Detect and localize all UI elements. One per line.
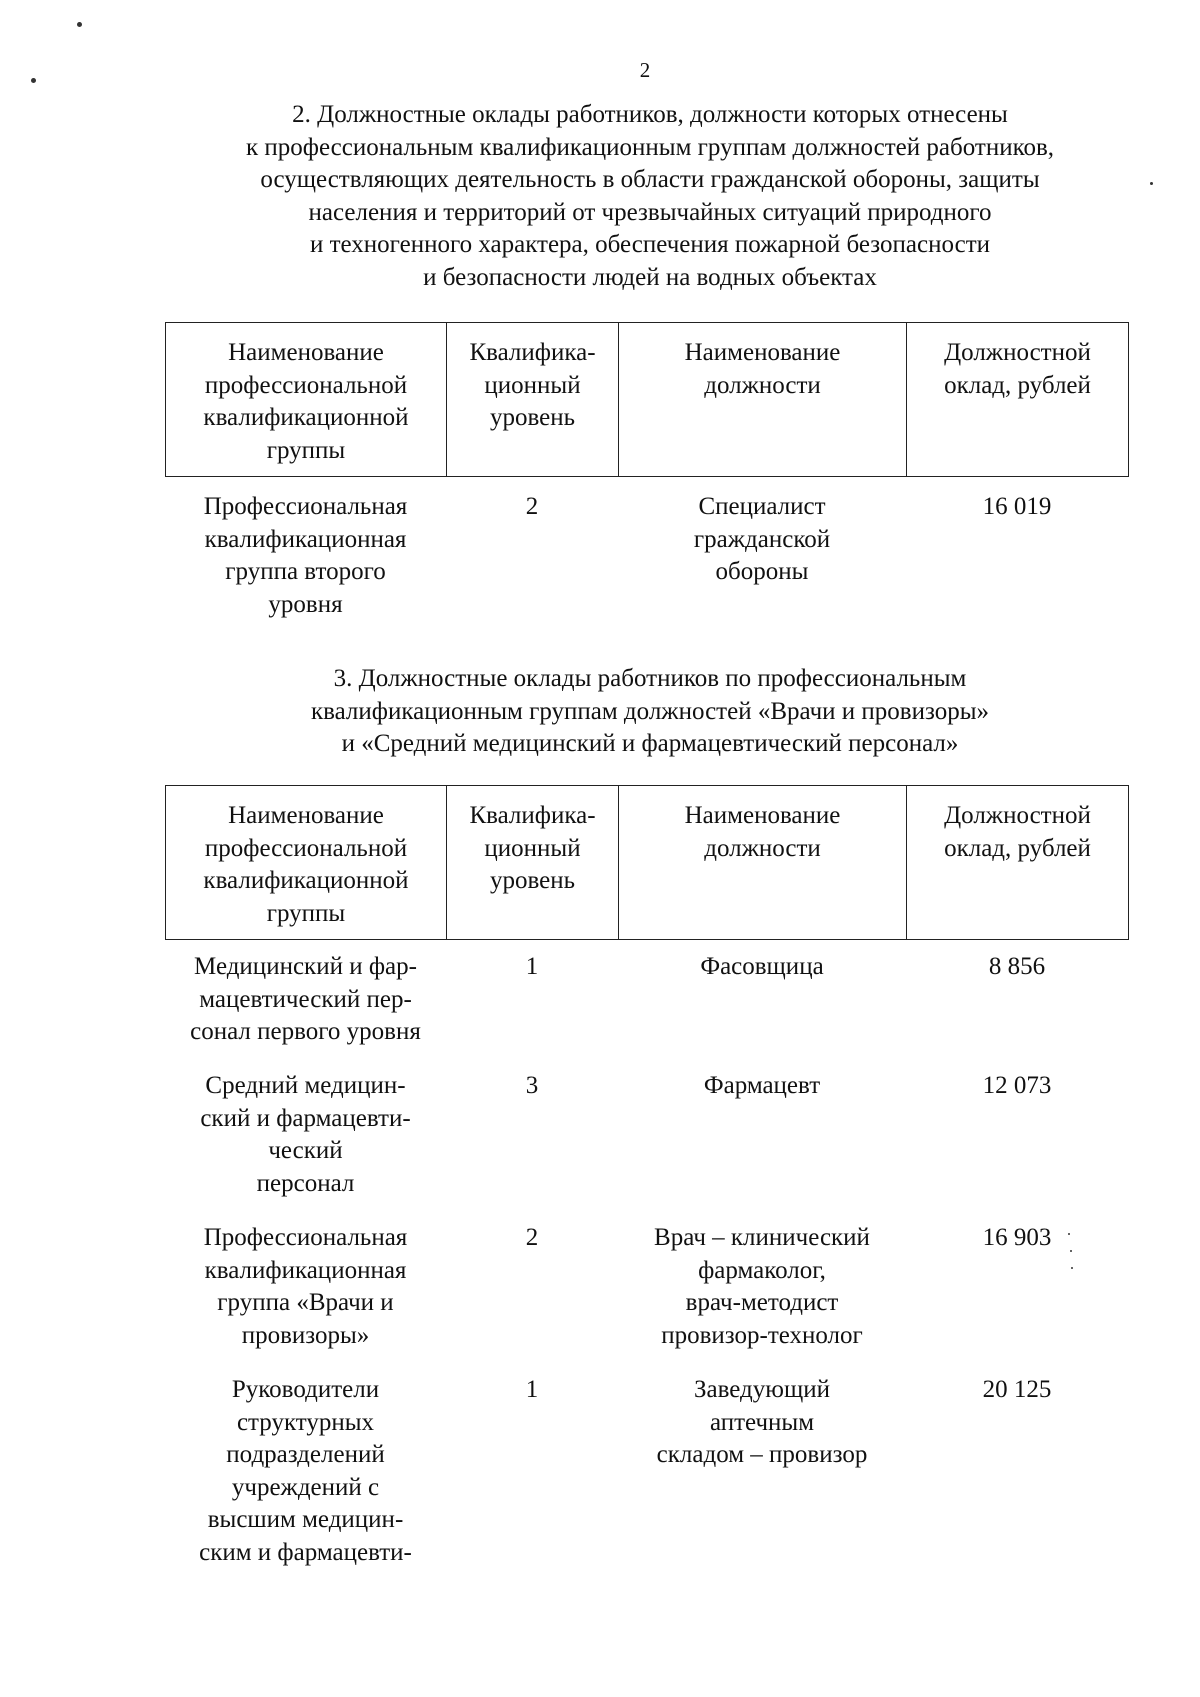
cell-line: аптечным bbox=[709, 1408, 815, 1436]
scan-speck bbox=[1150, 182, 1153, 185]
heading-line: и техногенного характера, обеспечения пожарной безопасности bbox=[309, 231, 991, 258]
table-row bbox=[165, 1222, 1128, 1352]
section-3-heading bbox=[150, 663, 1150, 761]
position-cell bbox=[618, 491, 906, 621]
heading-line: квалификационным группам должностей «Врачи и провизоры» bbox=[310, 697, 990, 725]
header-line: Квалифика- bbox=[469, 802, 596, 829]
cell-line: Врач – клинический bbox=[654, 1224, 870, 1251]
cell-line: структурных bbox=[236, 1408, 375, 1436]
header-line: профессиональной bbox=[204, 371, 408, 399]
position-cell bbox=[618, 951, 906, 1049]
heading-line: осуществляющих деятельность в области гражданской обороны, защиты bbox=[260, 166, 1040, 193]
table-header-row bbox=[166, 786, 1129, 940]
cell-line: сонал первого уровня bbox=[190, 1018, 421, 1045]
position-cell bbox=[618, 1222, 906, 1352]
cell-line: подразделений bbox=[226, 1441, 385, 1468]
group-cell bbox=[165, 1222, 446, 1352]
cell-line: учреждений с bbox=[231, 1473, 380, 1501]
header-line: группы bbox=[266, 899, 346, 927]
header-cell-position bbox=[619, 786, 907, 940]
cell-line: гражданской bbox=[693, 525, 831, 553]
position-cell bbox=[618, 1374, 906, 1569]
level-cell: 2 bbox=[525, 493, 539, 520]
cell-line: персонал bbox=[256, 1169, 355, 1197]
table-row bbox=[165, 1070, 1128, 1200]
header-line: ционный bbox=[484, 834, 581, 862]
level-cell: 3 bbox=[525, 1072, 539, 1099]
header-cell-level bbox=[447, 786, 619, 940]
table-row bbox=[165, 951, 1128, 1049]
header-cell-position bbox=[619, 323, 907, 477]
header-line: должности bbox=[704, 834, 821, 862]
heading-line: населения и территорий от чрезвычайных ситуаций природного bbox=[308, 198, 992, 226]
header-cell-group bbox=[166, 786, 447, 940]
level-cell: 1 bbox=[525, 1376, 539, 1403]
level-cell: 2 bbox=[525, 1224, 539, 1251]
cell-line: квалификационная bbox=[204, 1256, 407, 1284]
header-line: уровень bbox=[489, 404, 576, 431]
cell-line: уровня bbox=[268, 590, 343, 618]
header-line: профессиональной bbox=[204, 834, 408, 862]
header-cell-salary bbox=[907, 323, 1129, 477]
cell-line: высшим медицин- bbox=[207, 1506, 404, 1533]
cell-line: врач-методист bbox=[685, 1289, 839, 1316]
header-line: квалификационной bbox=[203, 404, 409, 431]
header-line: Должностной bbox=[944, 339, 1091, 366]
salary-cell: 16 903 bbox=[982, 1224, 1052, 1251]
heading-line: и «Средний медицинский и фармацевтический персонал» bbox=[341, 730, 959, 757]
cell-line: обороны bbox=[715, 558, 809, 585]
group-cell bbox=[165, 1374, 446, 1569]
header-line: уровень bbox=[489, 867, 576, 894]
cell-line: квалификационная bbox=[204, 525, 407, 553]
cell-line: Заведующий bbox=[694, 1376, 830, 1403]
cell-line: Фасовщица bbox=[700, 953, 824, 980]
header-line: квалификационной bbox=[203, 867, 409, 894]
header-line: Наименование bbox=[684, 339, 841, 366]
header-cell-salary bbox=[907, 786, 1129, 940]
cell-line: Медицинский и фар- bbox=[194, 953, 417, 980]
group-cell bbox=[165, 951, 446, 1049]
cell-line: провизор-технолог bbox=[661, 1321, 863, 1349]
table-row bbox=[165, 491, 1128, 621]
group-cell bbox=[165, 491, 446, 621]
scan-speck bbox=[77, 22, 82, 27]
level-cell: 1 bbox=[525, 953, 539, 980]
group-cell bbox=[165, 1070, 446, 1200]
cell-line: Профессиональная bbox=[203, 493, 408, 520]
header-line: оклад, рублей bbox=[944, 371, 1091, 399]
cell-line: ский и фармацевти- bbox=[200, 1104, 411, 1132]
table-header-row bbox=[166, 323, 1129, 477]
cell-line: Средний медицин- bbox=[205, 1072, 406, 1099]
section-2-table-header bbox=[165, 322, 1129, 477]
cell-line: складом – провизор bbox=[656, 1441, 868, 1468]
header-line: Наименование bbox=[228, 802, 384, 829]
cell-line: фармаколог, bbox=[698, 1256, 826, 1284]
cell-line: ским и фармацевти- bbox=[199, 1538, 412, 1566]
cell-line: провизоры» bbox=[241, 1321, 370, 1349]
salary-cell: 8 856 bbox=[988, 953, 1046, 980]
salary-cell: 12 073 bbox=[982, 1072, 1052, 1099]
heading-line: к профессиональным квалификационным группам должностей работников, bbox=[245, 133, 1055, 161]
header-line: оклад, рублей bbox=[944, 834, 1091, 862]
cell-line: Руководители bbox=[231, 1376, 380, 1403]
cell-line: группа второго bbox=[225, 558, 386, 585]
heading-line: 3. Должностные оклады работников по профессиональным bbox=[333, 665, 967, 692]
header-line: должности bbox=[704, 371, 821, 399]
salary-cell: 20 125 bbox=[982, 1376, 1052, 1403]
table-row bbox=[165, 1374, 1128, 1569]
section-2-heading bbox=[150, 99, 1150, 294]
page-number: 2 bbox=[639, 58, 651, 82]
header-line: Квалифика- bbox=[469, 339, 596, 366]
cell-line: мацевтический пер- bbox=[199, 985, 412, 1013]
heading-line: и безопасности людей на водных объектах bbox=[423, 263, 877, 291]
salary-cell: 16 019 bbox=[982, 493, 1052, 520]
cell-line: группа «Врачи и bbox=[217, 1289, 394, 1316]
cell-line: Фармацевт bbox=[703, 1072, 821, 1099]
cell-line: ческий bbox=[268, 1137, 343, 1164]
header-cell-level bbox=[447, 323, 619, 477]
header-line: ционный bbox=[484, 371, 581, 399]
section-3-table-header bbox=[165, 785, 1129, 940]
header-line: Должностной bbox=[944, 802, 1091, 829]
cell-line: Специалист bbox=[698, 493, 826, 520]
header-line: группы bbox=[266, 436, 346, 464]
heading-line: 2. Должностные оклады работников, должности которых отнесены bbox=[292, 101, 1008, 128]
header-cell-group bbox=[166, 323, 447, 477]
header-line: Наименование bbox=[684, 802, 841, 829]
cell-line: Профессиональная bbox=[203, 1224, 408, 1251]
position-cell bbox=[618, 1070, 906, 1200]
header-line: Наименование bbox=[228, 339, 384, 366]
